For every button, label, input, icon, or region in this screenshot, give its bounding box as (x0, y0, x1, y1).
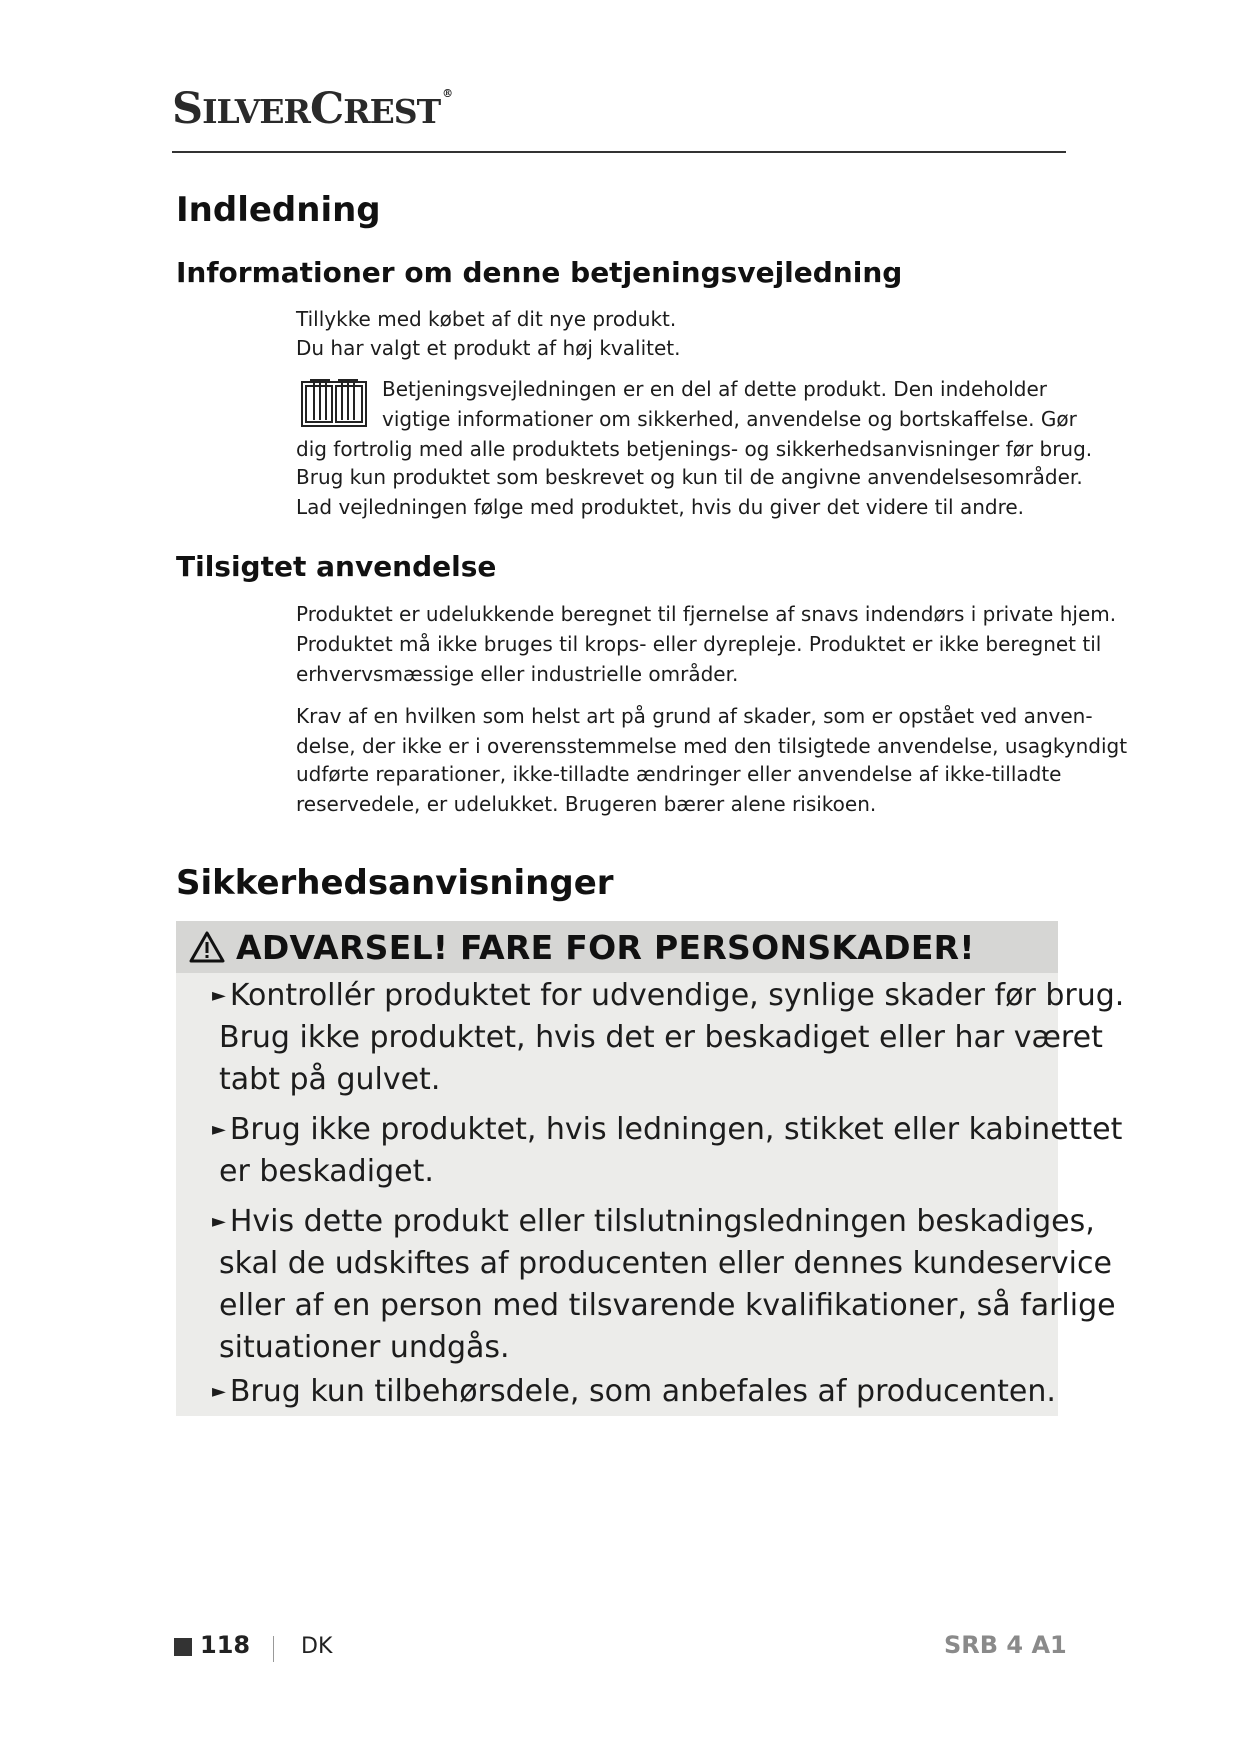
logo-registered-mark: ® (442, 87, 453, 100)
logo-part-ilver: ILVER (202, 92, 310, 131)
warning-item (212, 1109, 1122, 1151)
logo-letter-c: C (309, 84, 344, 134)
model-number: SRB 4 A1 (944, 1631, 1067, 1659)
warning-item-continued: tabt på gulvet. (219, 1062, 441, 1097)
warning-header (176, 921, 1058, 973)
book-note-line: Betjeningsvejledningen er en del af dette produkt. Den indeholder (382, 377, 1047, 401)
subsection-title-manual-info: Informationer om denne betjeningsvejledning (176, 256, 903, 289)
warning-item (212, 1371, 1056, 1413)
warning-item-text: Hvis dette produkt eller tilslutningsledningen beskadiges, (229, 1204, 1095, 1239)
section-title-safety: Sikkerhedsanvisninger (176, 863, 614, 903)
section-title-intro: Indledning (176, 190, 381, 230)
bullet-arrow-icon: ► (212, 1211, 226, 1232)
page-number: 118 (200, 1631, 251, 1659)
intended-use-line: Produktet er udelukkende beregnet til fjernelse af snavs indendørs i private hjem. (296, 602, 1117, 626)
subsection-title-intended-use: Tilsigtet anvendelse (176, 550, 497, 583)
liability-line: Krav af en hvilken som helst art på grund af skader, som er opstået ved anven- (296, 704, 1093, 728)
bullet-arrow-icon: ► (212, 985, 226, 1006)
liability-line: delse, der ikke er i overensstemmelse med den tilsigtede anvendelse, usagkyndigt (296, 734, 1128, 758)
footer-square-icon (174, 1638, 192, 1656)
intro-line: Tillykke med købet af dit nye produkt. (296, 307, 677, 331)
intended-use-line: erhvervsmæssige eller industrielle områder. (296, 662, 739, 686)
warning-item (212, 1201, 1095, 1243)
warning-title: ADVARSEL! FARE FOR PERSONSKADER! (236, 928, 975, 967)
warning-item-continued: skal de udskiftes af producenten eller dennes kundeservice (219, 1246, 1112, 1281)
bullet-arrow-icon: ► (212, 1119, 226, 1140)
warning-triangle-icon (188, 930, 226, 964)
logo-part-rest: REST (343, 92, 441, 131)
book-note-line: vigtige informationer om sikkerhed, anvendelse og bortskaffelse. Gør (382, 407, 1077, 431)
warning-item (212, 975, 1124, 1017)
bullet-arrow-icon: ► (212, 1381, 226, 1402)
intro-line: Du har valgt et produkt af høj kvalitet. (296, 336, 681, 360)
warning-item-text: Brug kun tilbehørsdele, som anbefales af producenten. (229, 1374, 1056, 1409)
intended-use-line: Produktet må ikke bruges til krops- eller dyrepleje. Produktet er ikke beregnet til (296, 632, 1102, 656)
logo-letter-s: S (172, 84, 203, 134)
header-divider (172, 151, 1066, 153)
warning-item-text: Brug ikke produktet, hvis ledningen, stikket eller kabinettet (229, 1112, 1123, 1147)
intro-line: Lad vejledningen følge med produktet, hvis du giver det videre til andre. (296, 495, 1025, 519)
warning-item-continued: Brug ikke produktet, hvis det er beskadiget eller har været (219, 1020, 1103, 1055)
warning-item-continued: situationer undgås. (219, 1330, 510, 1365)
intro-line: dig fortrolig med alle produktets betjenings- og sikkerhedsanvisninger før brug. (296, 437, 1093, 461)
liability-line: reservedele, er udelukket. Brugeren bærer alene risikoen. (296, 792, 877, 816)
language-code: DK (301, 1634, 333, 1659)
warning-item-continued: er beskadiget. (219, 1154, 434, 1189)
intro-line: Brug kun produktet som beskrevet og kun til de angivne anvendelsesområder. (296, 465, 1083, 489)
footer-separator (273, 1636, 274, 1662)
liability-line: udførte reparationer, ikke-tilladte ændringer eller anvendelse af ikke-tilladte (296, 762, 1062, 786)
warning-item-continued: eller af en person med tilsvarende kvalifikationer, så farlige (219, 1288, 1116, 1323)
silvercrest-logo (172, 84, 453, 134)
book-icon (300, 376, 368, 430)
warning-box (176, 921, 1125, 1416)
warning-item-text: Kontrollér produktet for udvendige, synlige skader før brug. (229, 978, 1125, 1013)
